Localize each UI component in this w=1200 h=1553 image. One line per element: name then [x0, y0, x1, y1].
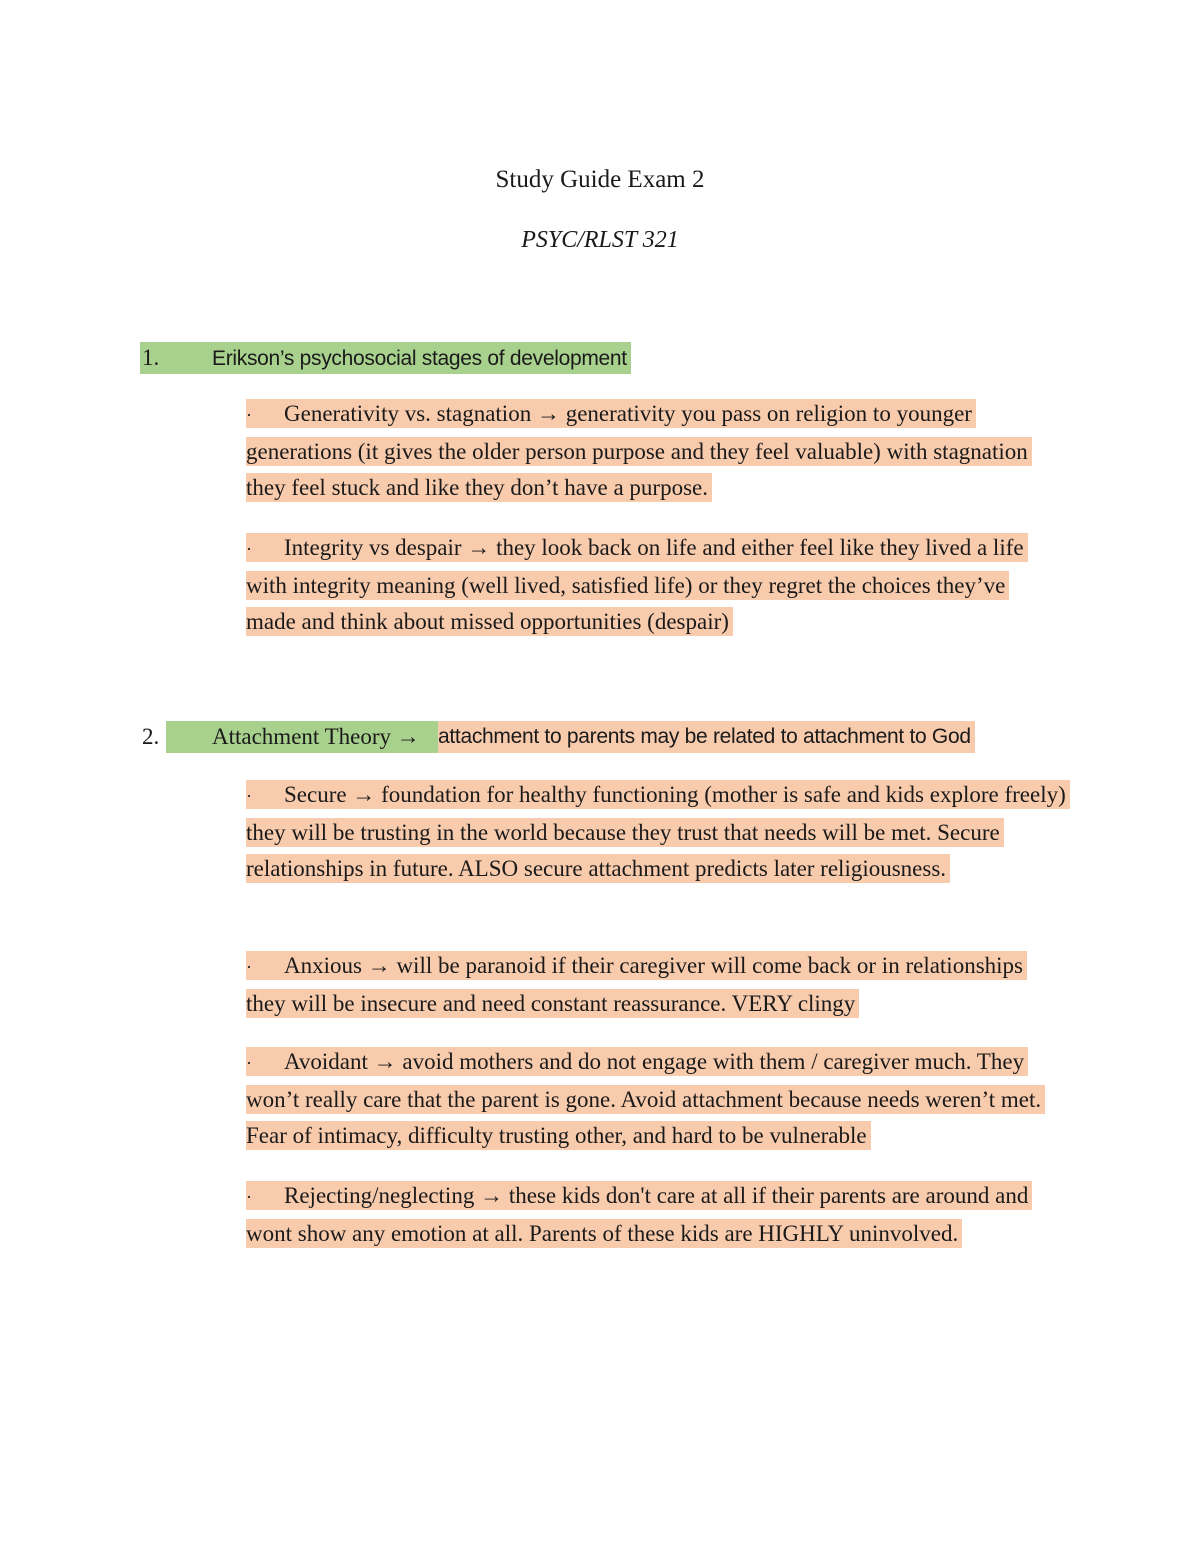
section-heading-attachment: [140, 721, 975, 753]
bullet-text: Avoidant → avoid mothers and do not engage with them / caregiver much. They won’t really care that the parent is gone. Avoid attachment because needs weren’t met. Fear of intimacy, difficulty trusting other, and hard to be vulnerable: [246, 1049, 1042, 1148]
bullet-anxious: [246, 948, 1046, 1022]
bullet-generativity: [246, 396, 1036, 507]
document-subtitle: PSYC/RLST 321: [521, 227, 679, 253]
bullet-text: Generativity vs. stagnation → generativity you pass on religion to younger generations (it gives the older person purpose and they feel valuable) with stagnation they feel stuck and like they don’t have a purpose.: [246, 401, 1028, 500]
bullet-marker: ·: [246, 405, 252, 425]
bullet-highlight: [246, 780, 1070, 883]
section-heading-highlight: [140, 342, 631, 374]
bullet-rejecting: [246, 1178, 1046, 1252]
bullet-highlight: [246, 399, 1032, 502]
section-heading-rest: attachment to parents may be related to attachment to God: [438, 721, 975, 753]
section-heading-text: Erikson’s psychosocial stages of development: [212, 347, 627, 370]
section-number: 1.: [142, 345, 160, 370]
document-title: Study Guide Exam 2: [495, 166, 705, 193]
section-heading-text: Attachment Theory →: [212, 724, 420, 749]
bullet-marker: ·: [246, 957, 252, 977]
section-heading-erikson: [140, 342, 631, 374]
bullet-text: Anxious → will be paranoid if their caregiver will come back or in relationships they will be insecure and need constant reassurance. VERY clingy: [246, 953, 1023, 1016]
section-heading-highlight: [166, 721, 438, 753]
bullet-highlight: [246, 1047, 1045, 1150]
bullet-highlight: [246, 951, 1027, 1018]
bullet-highlight: [246, 533, 1028, 636]
bullet-text: Secure → foundation for healthy functioning (mother is safe and kids explore freely) they will be trusting in the world because they trust that needs will be met. Secure relationships in future. ALSO secure attachment predicts later religiousness.: [246, 782, 1066, 881]
bullet-integrity: [246, 530, 1046, 641]
bullet-marker: ·: [246, 539, 252, 559]
bullet-text: Rejecting/neglecting → these kids don't care at all if their parents are around and wont show any emotion at all. Parents of these kids are HIGHLY uninvolved.: [246, 1183, 1029, 1246]
bullet-marker: ·: [246, 1053, 252, 1073]
bullet-text: Integrity vs despair → they look back on life and either feel like they lived a life with integrity meaning (well lived, satisfied life) or they regret the choices they’ve made and think about missed opportunities (despair): [246, 535, 1024, 634]
bullet-highlight: [246, 1181, 1032, 1248]
bullet-marker: ·: [246, 1187, 252, 1207]
bullet-secure: [246, 777, 1066, 888]
bullet-avoidant: [246, 1044, 1056, 1155]
bullet-marker: ·: [246, 786, 252, 806]
section-number: 2.: [142, 724, 160, 749]
